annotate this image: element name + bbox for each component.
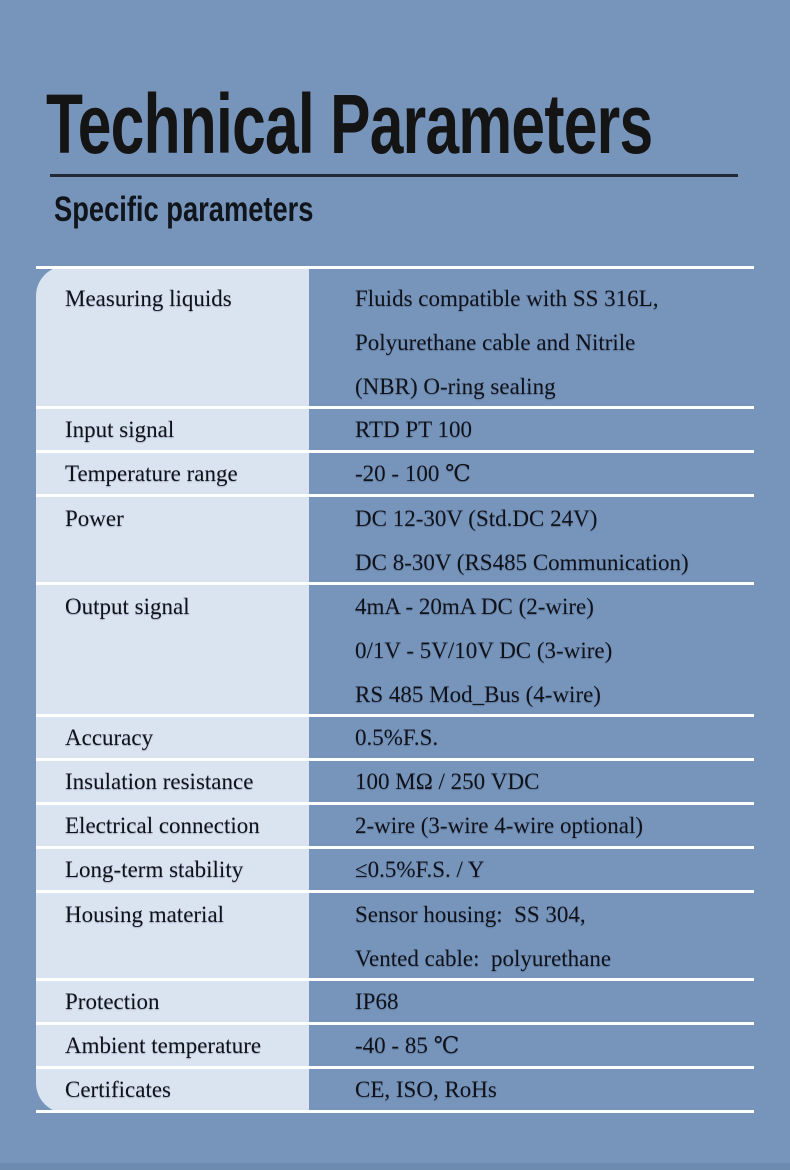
spec-table (36, 266, 754, 1113)
table-row (36, 849, 754, 893)
param-label-cell: Input signal (65, 416, 175, 442)
param-label-cell: Certificates (65, 1076, 172, 1102)
param-value-cell (309, 269, 754, 406)
param-value-line: -40 - 85 ℃ (355, 1032, 460, 1058)
param-value-line: -20 - 100 ℃ (355, 460, 471, 486)
param-value-cell (309, 893, 754, 978)
table-row (36, 409, 754, 453)
param-value-line: RTD PT 100 (355, 416, 473, 442)
param-value-line: Sensor housing: SS 304, (355, 902, 586, 927)
param-value-line: 0/1V - 5V/10V DC (3-wire) (355, 638, 613, 663)
param-label-cell: Temperature range (65, 460, 238, 486)
param-value-cell (309, 761, 754, 802)
param-value-line: Vented cable: polyurethane (355, 946, 612, 971)
param-value-line: Polyurethane cable and Nitrile (355, 330, 636, 355)
param-label-cell: Insulation resistance (65, 768, 254, 794)
bottom-edge-strip (0, 1163, 790, 1170)
table-row (36, 497, 754, 585)
param-value-cell (309, 1069, 754, 1110)
param-value-line: 0.5%F.S. (355, 724, 439, 750)
param-value-line: 100 MΩ / 250 VDC (355, 768, 540, 794)
param-label-cell: Housing material (65, 902, 225, 927)
param-value-cell (309, 497, 754, 582)
table-rows (36, 269, 754, 1113)
table-row (36, 1025, 754, 1069)
param-label-cell: Electrical connection (65, 812, 260, 838)
table-row (36, 717, 754, 761)
title-underline (50, 174, 738, 177)
table-row (36, 1069, 754, 1113)
param-label-cell: Long-term stability (65, 856, 244, 882)
param-value-cell (309, 717, 754, 758)
param-value-line: DC 12-30V (Std.DC 24V) (355, 506, 598, 531)
param-value-cell (309, 453, 754, 494)
table-row (36, 805, 754, 849)
param-label-cell: Power (65, 506, 124, 531)
param-value-cell (309, 849, 754, 890)
param-value-line: DC 8-30V (RS485 Communication) (355, 550, 689, 575)
param-label-cell: Measuring liquids (65, 286, 232, 311)
param-label-cell: Ambient temperature (65, 1032, 262, 1058)
page-title: Technical Parameters (46, 77, 653, 171)
table-row (36, 585, 754, 717)
param-value-cell (309, 805, 754, 846)
param-value-cell (309, 585, 754, 714)
table-row (36, 981, 754, 1025)
param-value-cell (309, 981, 754, 1022)
param-label-cell: Accuracy (65, 724, 154, 750)
param-value-line: (NBR) O-ring sealing (355, 374, 556, 399)
param-value-line: CE, ISO, RoHs (355, 1076, 497, 1102)
table-row (36, 761, 754, 805)
param-value-line: RS 485 Mod_Bus (4-wire) (355, 682, 601, 707)
param-value-line: Fluids compatible with SS 316L, (355, 286, 659, 311)
param-value-line: 4mA - 20mA DC (2-wire) (355, 594, 594, 619)
param-label-cell: Output signal (65, 594, 190, 619)
table-row (36, 893, 754, 981)
param-value-line: ≤0.5%F.S. / Y (355, 856, 485, 882)
table-row (36, 269, 754, 409)
table-row (36, 453, 754, 497)
param-value-cell (309, 409, 754, 450)
param-value-cell (309, 1025, 754, 1066)
param-value-line: IP68 (355, 988, 399, 1014)
param-label-cell: Protection (65, 988, 160, 1014)
param-value-line: 2-wire (3-wire 4-wire optional) (355, 812, 644, 838)
page-subtitle: Specific parameters (54, 190, 314, 229)
